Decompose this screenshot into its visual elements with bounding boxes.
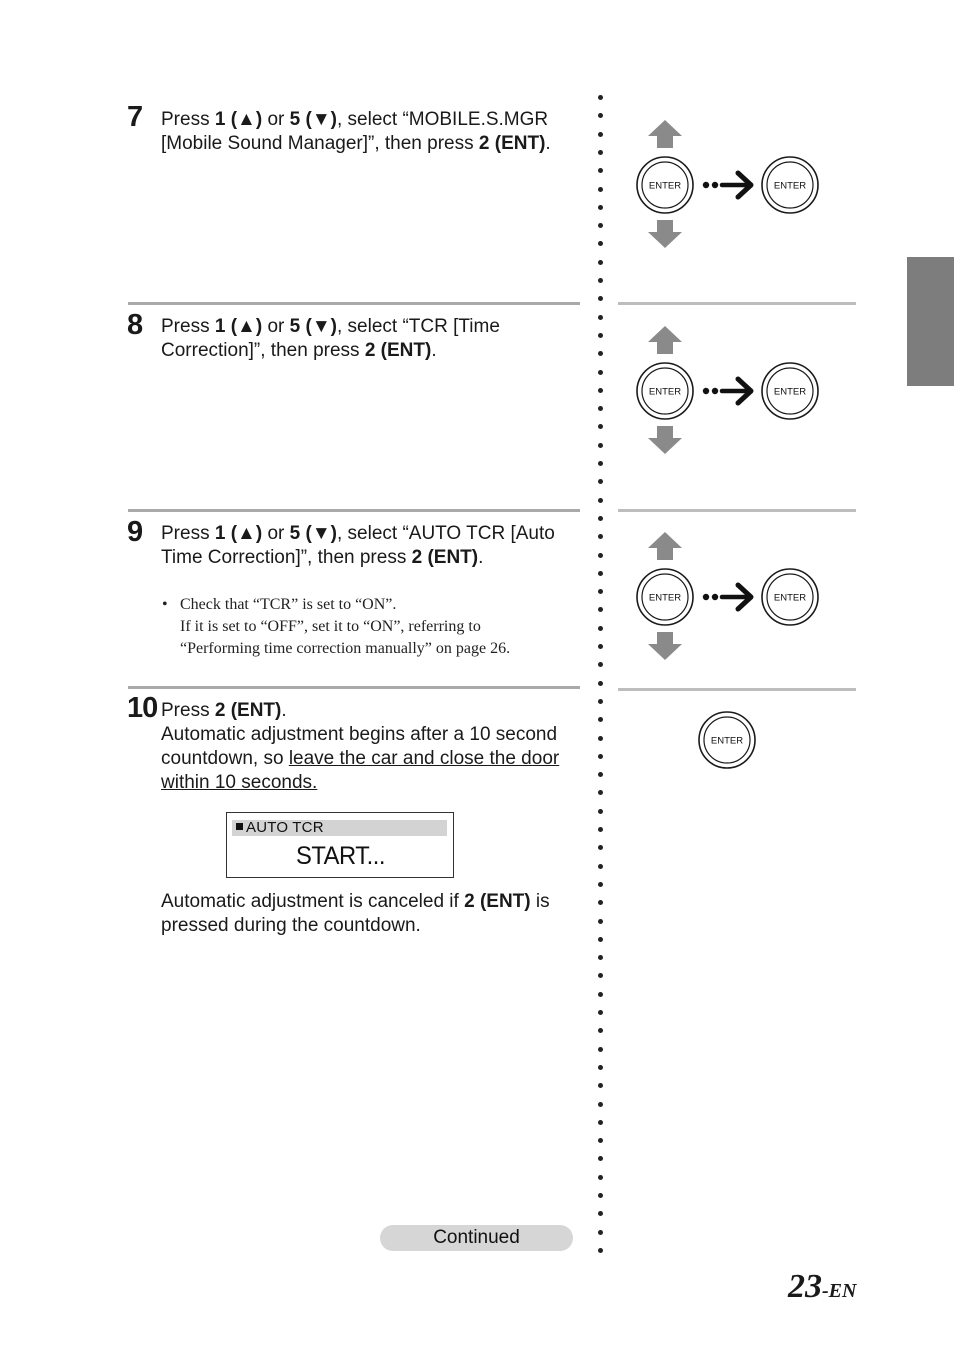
text-run: or <box>262 109 290 130</box>
text-run: . <box>431 340 437 361</box>
separator-dot <box>598 1193 603 1198</box>
text-run: or <box>262 316 290 337</box>
separator-dot <box>598 571 603 576</box>
separator-dot <box>598 754 603 759</box>
separator-dot <box>598 296 603 301</box>
separator-dot <box>598 1248 603 1253</box>
bold-text: 5 ( <box>289 109 312 130</box>
separator-dot <box>598 589 603 594</box>
section-divider <box>618 302 856 305</box>
separator-dot <box>598 845 603 850</box>
separator-dot <box>598 772 603 777</box>
bold-text: ) <box>255 316 263 337</box>
separator-dot <box>598 736 603 741</box>
separator-dot <box>598 662 603 667</box>
text-run: . <box>281 700 287 721</box>
separator-dot <box>598 516 603 521</box>
text-run: , select “MOBILE.S.MGR [Mobile Sound Manager]”, then press <box>161 109 549 154</box>
continued-badge: Continued <box>380 1225 573 1251</box>
bold-text: 2 (ENT) <box>464 891 531 912</box>
separator-dot <box>598 187 603 192</box>
enter-label: ENTER <box>773 386 807 398</box>
step-number: 9 <box>127 516 144 548</box>
text-run: Press <box>161 700 215 721</box>
separator-dot <box>598 626 603 631</box>
separator-dot <box>598 955 603 960</box>
separator-dot <box>598 1010 603 1015</box>
up-arrow-icon <box>648 326 682 354</box>
bold-text: ▼ <box>311 523 331 544</box>
dotted-arrow-icon <box>703 585 751 609</box>
enter-button-icon <box>637 157 693 213</box>
step-instruction <box>161 315 586 363</box>
bold-text: ) <box>255 109 263 130</box>
note-line: If it is set to “OFF”, set it to “ON”, referring to <box>180 618 481 635</box>
separator-dot <box>598 205 603 210</box>
text-run: Automatic adjustment begins after a 10 second countdown, so <box>161 724 558 769</box>
text-run: . <box>478 547 484 568</box>
separator-dot <box>598 424 603 429</box>
separator-dot <box>598 1120 603 1125</box>
separator-dot <box>598 370 603 375</box>
separator-dot <box>598 223 603 228</box>
separator-dot <box>598 809 603 814</box>
bold-text: 2 (ENT) <box>478 133 546 154</box>
separator-dot <box>598 241 603 246</box>
separator-dot <box>598 278 603 283</box>
down-arrow-icon <box>648 220 682 248</box>
note-line: Check that “TCR” is set to “ON”. <box>180 596 397 613</box>
page-number-suffix: -EN <box>822 1280 857 1302</box>
separator-dot <box>598 443 603 448</box>
separator-dot <box>598 882 603 887</box>
text-run: , select “AUTO TCR [Auto Time Correction]”, then press <box>161 523 555 568</box>
separator-dot <box>598 1156 603 1161</box>
down-arrow-icon <box>648 426 682 454</box>
separator-dot <box>598 95 603 100</box>
text-run: Press <box>161 523 215 544</box>
bold-text: ▼ <box>311 316 331 337</box>
separator-dot <box>598 150 603 155</box>
separator-dot <box>598 1047 603 1052</box>
separator-dot <box>598 900 603 905</box>
bold-text: ) <box>330 316 337 337</box>
bold-text: 2 (ENT) <box>214 700 282 721</box>
bold-text: 5 ( <box>289 316 312 337</box>
step-number: 8 <box>127 309 144 341</box>
enter-label: ENTER <box>773 592 807 604</box>
separator-dot <box>598 406 603 411</box>
separator-dot <box>598 333 603 338</box>
bold-text: 2 (ENT) <box>364 340 432 361</box>
separator-dot <box>598 388 603 393</box>
separator-dot <box>598 498 603 503</box>
bold-text: ▲ <box>237 316 256 337</box>
separator-dot <box>598 1028 603 1033</box>
enter-button-icon <box>762 363 818 419</box>
down-arrow-icon <box>648 632 682 660</box>
separator-dot <box>598 1083 603 1088</box>
step-instruction <box>161 522 586 570</box>
separator-dot <box>598 607 603 612</box>
separator-dot <box>598 1230 603 1235</box>
lcd-label-bar <box>232 820 447 836</box>
separator-dot <box>598 1102 603 1107</box>
lcd-value: START... <box>296 842 386 870</box>
separator-dot <box>598 937 603 942</box>
step-instruction <box>161 108 586 156</box>
enter-label: ENTER <box>773 180 807 192</box>
section-divider <box>128 509 580 512</box>
separator-dot <box>598 479 603 484</box>
enter-button-icon <box>762 569 818 625</box>
text-run: or <box>262 523 290 544</box>
enter-sequence-icon <box>630 118 830 250</box>
separator-dot <box>598 132 603 137</box>
dotted-separator <box>597 95 605 1255</box>
text-run: Press <box>161 109 215 130</box>
up-arrow-icon <box>648 532 682 560</box>
bold-text: 1 ( <box>214 316 238 337</box>
dotted-arrow-icon <box>703 173 751 197</box>
text-run: Press <box>161 316 215 337</box>
step-instruction <box>161 699 586 723</box>
step-note <box>161 890 586 938</box>
separator-dot <box>598 351 603 356</box>
enter-label: ENTER <box>710 735 744 747</box>
enter-label: ENTER <box>648 386 682 398</box>
up-arrow-icon <box>648 120 682 148</box>
section-divider <box>618 688 856 691</box>
enter-sequence-icon <box>630 324 830 456</box>
separator-dot <box>598 315 603 320</box>
separator-dot <box>598 168 603 173</box>
separator-dot <box>598 260 603 265</box>
separator-dot <box>598 827 603 832</box>
separator-dot <box>598 717 603 722</box>
step-detail <box>161 723 586 795</box>
enter-label: ENTER <box>648 592 682 604</box>
lcd-label: AUTO TCR <box>246 819 324 836</box>
bold-text: 1 ( <box>214 109 238 130</box>
enter-button-icon <box>637 569 693 625</box>
separator-dot <box>598 790 603 795</box>
separator-dot <box>598 461 603 466</box>
separator-dot <box>598 699 603 704</box>
separator-dot <box>598 113 603 118</box>
dotted-arrow-icon <box>703 379 751 403</box>
bold-text: 5 ( <box>289 523 312 544</box>
separator-dot <box>598 1175 603 1180</box>
bold-text: 1 ( <box>214 523 238 544</box>
bold-text: ▲ <box>237 109 256 130</box>
separator-dot <box>598 534 603 539</box>
separator-dot <box>598 992 603 997</box>
page-number <box>788 1268 856 1306</box>
text-run: is pressed during the countdown. <box>161 891 550 936</box>
section-divider <box>618 509 856 512</box>
step-number: 10 <box>127 692 158 724</box>
enter-button-icon <box>637 363 693 419</box>
enter-label: ENTER <box>648 180 682 192</box>
section-divider <box>128 302 580 305</box>
bold-text: ▲ <box>237 523 256 544</box>
separator-dot <box>598 864 603 869</box>
step-number: 7 <box>127 101 144 133</box>
enter-button-icon <box>694 708 760 772</box>
square-icon <box>236 823 243 830</box>
bold-text: ) <box>255 523 263 544</box>
separator-dot <box>598 973 603 978</box>
separator-dot <box>598 1065 603 1070</box>
page-number-value: 23 <box>788 1268 822 1305</box>
separator-dot <box>598 553 603 558</box>
separator-dot <box>598 681 603 686</box>
note-line: “Performing time correction manually” on page 26. <box>180 640 511 657</box>
section-divider <box>128 686 580 689</box>
separator-dot <box>598 1211 603 1216</box>
separator-dot <box>598 919 603 924</box>
text-run: Automatic adjustment is canceled if <box>161 891 465 912</box>
side-tab <box>907 257 954 386</box>
text-run: . <box>545 133 551 154</box>
bold-text: ) <box>330 523 337 544</box>
separator-dot <box>598 1138 603 1143</box>
bold-text: ▼ <box>311 109 331 130</box>
separator-dot <box>598 644 603 649</box>
note-bullet: • <box>162 596 168 613</box>
bold-text: 2 (ENT) <box>411 547 479 568</box>
note-text <box>180 594 580 660</box>
underlined-text: leave the car and close the door within 10 seconds. <box>161 748 560 793</box>
bold-text: ) <box>330 109 337 130</box>
text-run: , select “TCR [Time Correction]”, then press <box>161 316 500 361</box>
enter-sequence-icon <box>630 530 830 662</box>
lcd-display <box>226 812 454 878</box>
enter-button-icon <box>762 157 818 213</box>
